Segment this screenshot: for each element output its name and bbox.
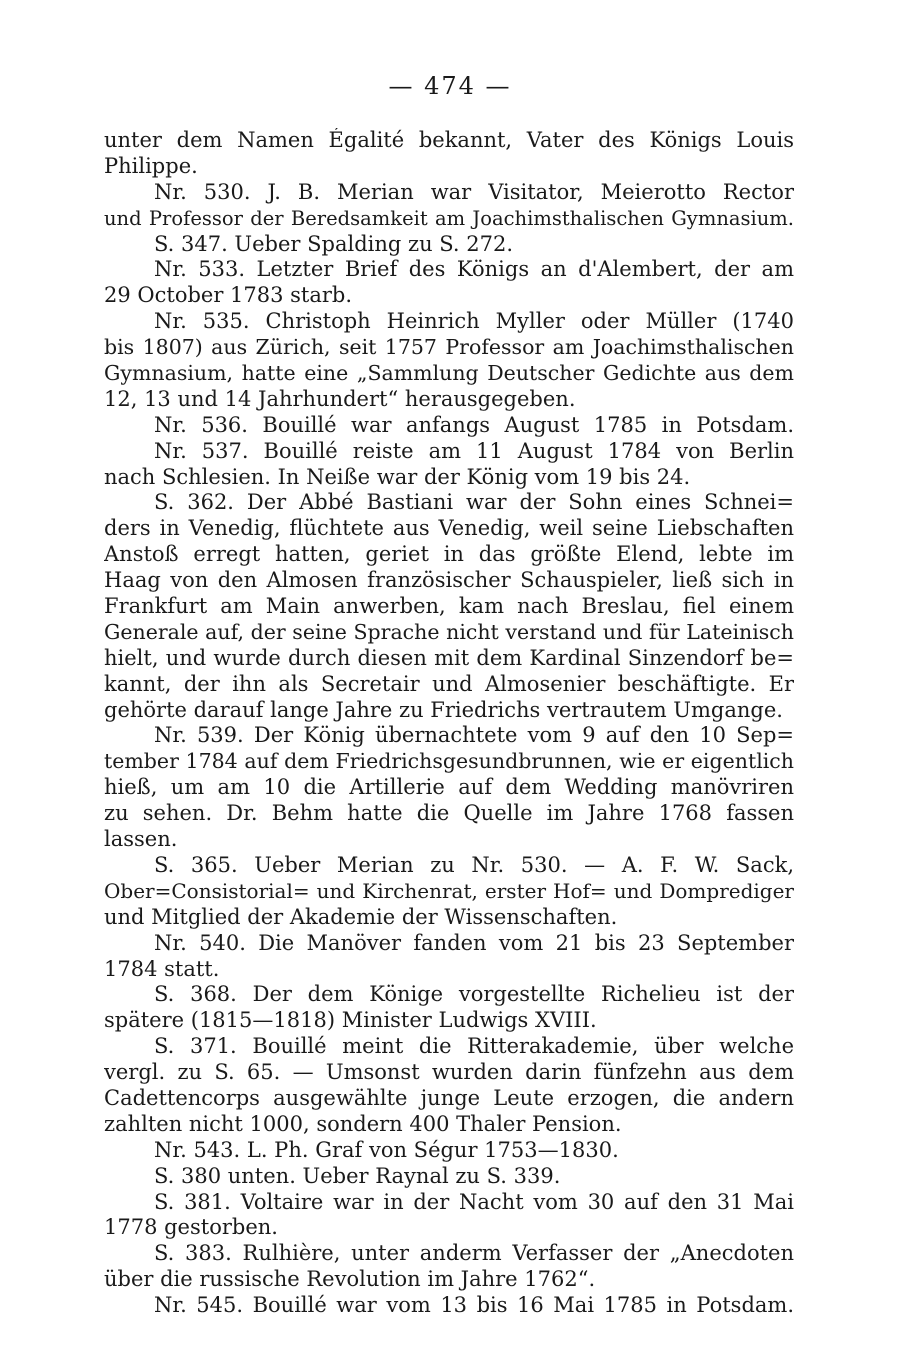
text-line: hielt, und wurde durch diesen mit dem Kardinal Sinzendorf be= — [104, 645, 794, 670]
text-line: zu sehen. Dr. Behm hatte die Quelle im Jahre 1768 fassen — [104, 801, 794, 826]
text-line: Gymnasium, hatte eine „Sammlung Deutscher Gedichte aus dem — [104, 361, 794, 386]
text-line: S. 362. Der Abbé Bastiani war der Sohn eines Schnei= — [154, 490, 794, 515]
page-body-text — [104, 128, 794, 1319]
text-line: Nr. 537. Bouillé reiste am 11 August 1784 von Berlin — [154, 438, 794, 463]
text-line: 12, 13 und 14 Jahrhundert“ herausgegeben. — [104, 386, 576, 411]
text-line: Generale auf, der seine Sprache nicht verstand und für Lateinisch — [104, 619, 794, 644]
text-line: lassen. — [104, 827, 178, 852]
text-line: 29 October 1783 starb. — [104, 283, 353, 308]
text-line: zahlten nicht 1000, sondern 400 Thaler Pension. — [104, 1111, 622, 1136]
text-line: Anstoß erregt hatten, geriet in das größte Elend, lebte im — [104, 542, 794, 567]
text-line: über die russische Revolution im Jahre 1762“. — [104, 1267, 596, 1292]
text-line: Nr. 539. Der König übernachtete vom 9 auf den 10 Sep= — [154, 723, 794, 748]
text-line: und Mitglied der Akademie der Wissenschaften. — [104, 904, 618, 929]
text-line: und Professor der Beredsamkeit am Joachimsthalischen Gymnasium. — [104, 206, 794, 230]
text-line: ders in Venedig, flüchtete aus Venedig, weil seine Liebschaften — [104, 516, 794, 541]
text-line: S. 381. Voltaire war in der Nacht vom 30 auf den 31 Mai — [154, 1189, 794, 1214]
text-line: S. 347. Ueber Spalding zu S. 272. — [154, 231, 514, 256]
text-line: Nr. 530. J. B. Merian war Visitator, Meierotto Rector — [154, 179, 794, 204]
text-line: gehörte darauf lange Jahre zu Friedrichs vertrautem Umgange. — [104, 697, 783, 722]
text-line: Haag von den Almosen französischer Schauspieler, ließ sich in — [104, 568, 794, 593]
text-line: Nr. 533. Letzter Brief des Königs an d'Alembert, der am — [154, 257, 794, 282]
text-line: tember 1784 auf dem Friedrichsgesundbrunnen, wie er eigentlich — [104, 749, 794, 774]
text-line: S. 365. Ueber Merian zu Nr. 530. — A. F. W. Sack, — [154, 852, 794, 877]
text-line: nach Schlesien. In Neiße war der König vom 19 bis 24. — [104, 464, 691, 489]
text-line: Nr. 545. Bouillé war vom 13 bis 16 Mai 1785 in Potsdam. — [154, 1293, 794, 1318]
text-line: vergl. zu S. 65. — Umsonst wurden darin fünfzehn aus dem — [104, 1060, 794, 1085]
text-line: S. 383. Rulhière, unter anderm Verfasser der „Anecdoten — [154, 1241, 794, 1266]
text-line: Philippe. — [104, 153, 198, 178]
text-line: unter dem Namen Égalité bekannt, Vater des Königs Louis — [104, 128, 794, 152]
text-line: 1778 gestorben. — [104, 1215, 278, 1240]
text-line: Nr. 535. Christoph Heinrich Myller oder Müller (1740 — [154, 309, 794, 334]
text-line: Frankfurt am Main anwerben, kam nach Breslau, fiel einem — [104, 594, 794, 619]
text-line: bis 1807) aus Zürich, seit 1757 Professor am Joachimsthalischen — [104, 335, 794, 360]
text-line: Nr. 540. Die Manöver fanden vom 21 bis 23 September — [154, 930, 794, 955]
text-line: Ober=Consistorial= und Kirchenrat, erster Hof= und Domprediger — [104, 878, 794, 903]
text-line: S. 368. Der dem Könige vorgestellte Richelieu ist der — [154, 982, 794, 1007]
text-line: S. 380 unten. Ueber Raynal zu S. 339. — [154, 1163, 561, 1188]
text-line: Cadettencorps ausgewählte junge Leute erzogen, die andern — [104, 1085, 794, 1110]
text-line: hieß, um am 10 die Artillerie auf dem Wedding manövriren — [104, 775, 794, 800]
text-line: Nr. 543. L. Ph. Graf von Ségur 1753—1830. — [154, 1137, 619, 1162]
text-line: spätere (1815—1818) Minister Ludwigs XVIII. — [104, 1008, 597, 1033]
text-line: kannt, der ihn als Secretair und Almosenier beschäftigte. Er — [104, 671, 794, 696]
text-line: S. 371. Bouillé meint die Ritterakademie, über welche — [154, 1034, 794, 1059]
text-line: Nr. 536. Bouillé war anfangs August 1785 in Potsdam. — [154, 412, 794, 437]
text-line: 1784 statt. — [104, 956, 220, 981]
page-number: — 474 — — [388, 72, 512, 100]
